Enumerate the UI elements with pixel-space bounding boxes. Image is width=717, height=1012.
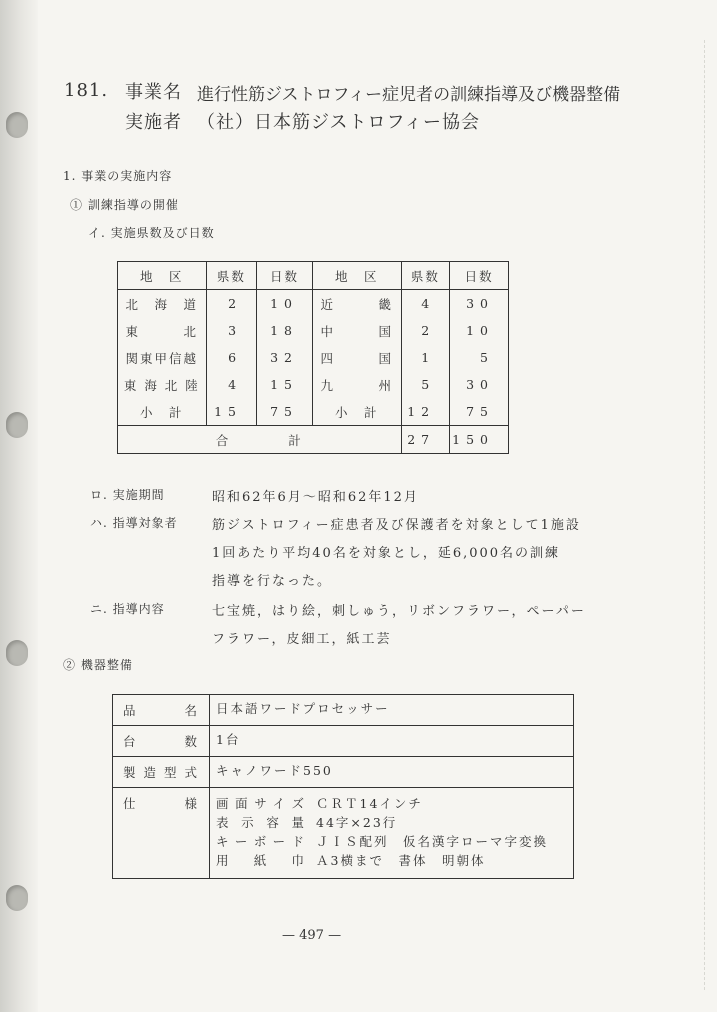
table-cell: 15 xyxy=(206,398,256,426)
equipment-value: 1台 xyxy=(210,726,574,757)
table-header: 地 区 xyxy=(118,262,207,290)
detail-text: 七宝焼，はり絵，刺しゅう，リボンフラワー，ペーパー xyxy=(212,604,586,619)
org-label: 実施者 xyxy=(125,112,182,133)
equipment-label: 製造型式 xyxy=(113,757,210,788)
table-cell: 18 xyxy=(257,317,313,344)
binder-hole xyxy=(6,640,28,666)
spec-value: 44字×23行 xyxy=(316,815,398,830)
project-label: 事業名 xyxy=(125,82,182,103)
equipment-label: 台 数 xyxy=(113,726,210,757)
detail-text: フラワー，皮細工，紙工芸 xyxy=(212,632,392,647)
table-cell: 5 xyxy=(401,371,450,398)
table-cell: 九 州 xyxy=(312,371,401,398)
table-cell: 東 北 xyxy=(125,323,199,339)
detail-text: 昭和62年6月〜昭和62年12月 xyxy=(212,490,419,505)
table-cell: 15 xyxy=(257,371,313,398)
section-heading: 1. 事業の実施内容 xyxy=(63,169,173,183)
table-header: 県数 xyxy=(206,262,256,290)
total-row xyxy=(118,426,509,454)
total-prefectures: 27 xyxy=(401,426,450,454)
table-cell: 中 国 xyxy=(312,317,401,344)
total-days: 150 xyxy=(450,426,509,454)
spec-key: 用紙巾 xyxy=(216,853,306,868)
table-cell: 北 海 道 xyxy=(125,296,199,312)
table-cell: 近 畿 xyxy=(312,290,401,318)
spec-item xyxy=(216,851,567,870)
table-cell: 3 xyxy=(206,317,256,344)
table-row xyxy=(118,290,509,318)
table-cell: 関東甲信越 xyxy=(125,350,199,366)
table-row xyxy=(113,788,574,879)
section-heading: ② 機器整備 xyxy=(63,658,133,672)
table-cell: 2 xyxy=(401,317,450,344)
spec-item xyxy=(216,832,567,851)
table-row xyxy=(113,695,574,726)
org-name: （社）日本筋ジストロフィー協会 xyxy=(197,112,481,133)
table-header: 日数 xyxy=(257,262,313,290)
subtotal-row xyxy=(118,398,509,426)
detail-label: ニ. 指導内容 xyxy=(90,602,165,616)
detail-label: ロ. 実施期間 xyxy=(90,488,165,502)
spec-item xyxy=(216,794,567,813)
detail-text: 1回あたり平均40名を対象とし，延6,000名の訓練 xyxy=(212,546,561,561)
table-row xyxy=(113,757,574,788)
table-cell: 75 xyxy=(257,398,313,426)
district-table xyxy=(117,261,509,454)
detail-label: ハ. 指導対象者 xyxy=(90,516,178,530)
table-cell: 4 xyxy=(206,371,256,398)
spec-value: ＪＩＳ配列 仮名漢字ローマ字変換 xyxy=(316,834,549,849)
binder-hole xyxy=(6,112,28,138)
table-cell: 小 計 xyxy=(312,398,401,426)
equipment-label: 品 名 xyxy=(113,695,210,726)
table-cell: 小 計 xyxy=(140,404,184,420)
table-header: 県数 xyxy=(401,262,450,290)
table-cell: 四 国 xyxy=(312,344,401,371)
project-name: 進行性筋ジストロフィー症児者の訓練指導及び機器整備 xyxy=(197,85,621,105)
spec-value: ＣＲＴ14インチ xyxy=(316,796,423,811)
table-cell: 12 xyxy=(401,398,450,426)
equipment-label: 仕 様 xyxy=(113,788,210,879)
spec-key: キーボード xyxy=(216,834,306,849)
table-header: 地 区 xyxy=(312,262,401,290)
spec-value: Ａ3横まで 書体 明朝体 xyxy=(316,853,486,868)
table-cell: 32 xyxy=(257,344,313,371)
table-cell: 6 xyxy=(206,344,256,371)
total-label: 合 計 xyxy=(118,426,402,454)
item-number: 181. xyxy=(64,80,109,101)
equipment-value: 日本語ワードプロセッサー xyxy=(210,695,574,726)
binder-hole xyxy=(6,412,28,438)
subsection-heading: ① 訓練指導の開催 xyxy=(70,198,179,212)
table-row xyxy=(118,371,509,398)
table-cell: 1 xyxy=(401,344,450,371)
table-cell: 2 xyxy=(206,290,256,318)
spec-list xyxy=(210,788,574,879)
table-cell: 10 xyxy=(257,290,313,318)
equipment-value: キャノワード550 xyxy=(210,757,574,788)
page-edge xyxy=(704,40,707,990)
table-header: 日数 xyxy=(450,262,509,290)
table-cell: 東 海 北 陸 xyxy=(123,377,200,393)
table-cell: 5 xyxy=(450,344,509,371)
table-cell: 75 xyxy=(450,398,509,426)
equipment-table xyxy=(112,694,574,879)
table-cell: 30 xyxy=(450,290,509,318)
binder-hole xyxy=(6,885,28,911)
binding-margin xyxy=(0,0,38,1012)
spec-key: 表示容量 xyxy=(216,815,306,830)
spec-item xyxy=(216,813,567,832)
subsection-item: イ. 実施県数及び日数 xyxy=(88,226,215,240)
table-row xyxy=(113,726,574,757)
page-number: — 497 — xyxy=(282,928,342,943)
table-row xyxy=(118,317,509,344)
spec-key: 画面サイズ xyxy=(216,796,306,811)
detail-text: 筋ジストロフィー症患者及び保護者を対象として1施設 xyxy=(212,518,581,533)
table-cell: 10 xyxy=(450,317,509,344)
table-header-row xyxy=(118,262,509,290)
detail-text: 指導を行なった。 xyxy=(212,574,333,589)
table-cell: 4 xyxy=(401,290,450,318)
table-row xyxy=(118,344,509,371)
table-cell: 30 xyxy=(450,371,509,398)
